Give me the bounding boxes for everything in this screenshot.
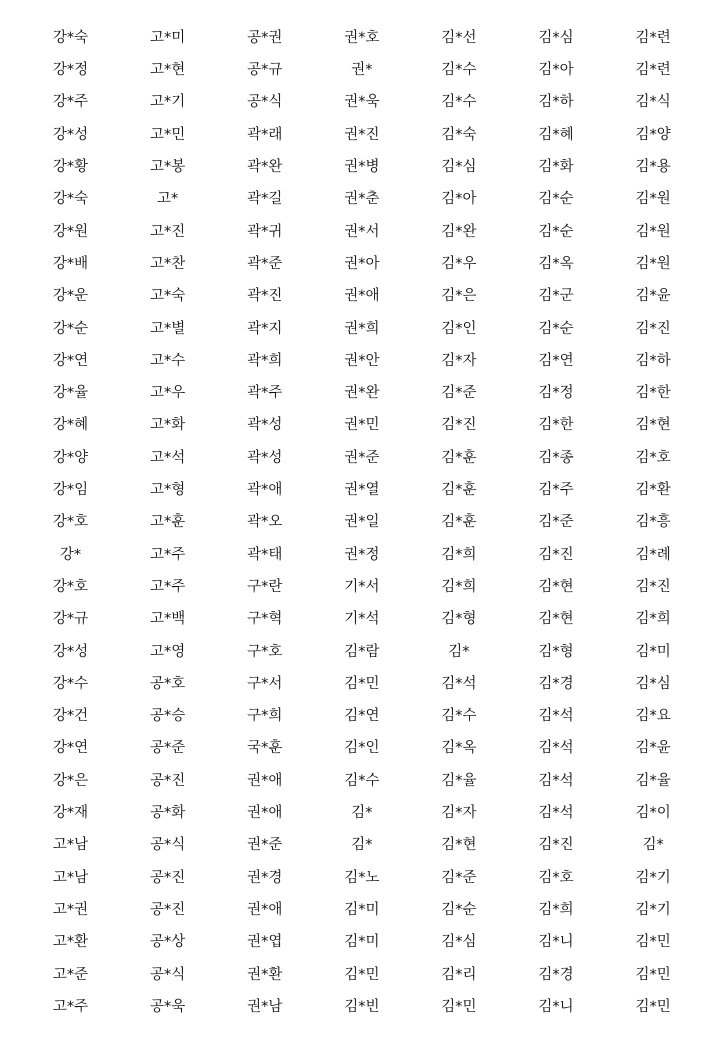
- name-cell: 김*민: [344, 966, 380, 983]
- name-row: [22, 410, 702, 442]
- name-cell: 권*희: [344, 320, 380, 337]
- name-cell: 김*율: [635, 772, 671, 789]
- name-cell: 김*순: [538, 320, 574, 337]
- name-cell: 김*석: [538, 772, 574, 789]
- name-cell: 공*호: [150, 675, 186, 692]
- name-cell: 김*진: [635, 578, 671, 595]
- name-cell: 곽*주: [247, 385, 283, 402]
- name-cell: 권*열: [344, 482, 380, 499]
- name-cell: 권*정: [344, 546, 380, 563]
- name-cell: 구*혁: [247, 611, 283, 628]
- name-cell: 김*훈: [441, 449, 477, 466]
- name-cell: 고*영: [150, 643, 186, 660]
- name-cell: 권*경: [247, 869, 283, 886]
- name-cell: 공*진: [150, 869, 186, 886]
- name-cell: 곽*성: [247, 417, 283, 434]
- name-cell: 김*한: [538, 417, 574, 434]
- name-cell: 김*흥: [635, 514, 671, 531]
- name-cell: 고*진: [150, 223, 186, 240]
- name-cell: 김*순: [538, 191, 574, 208]
- name-cell: 김*련: [635, 29, 671, 46]
- name-cell: 고*현: [150, 62, 186, 79]
- name-cell: 권*: [351, 62, 373, 79]
- name-cell: 김*인: [344, 740, 380, 757]
- name-cell: 김*민: [441, 998, 477, 1015]
- name-cell: 강*원: [52, 223, 89, 240]
- name-cell: 김*아: [441, 191, 477, 208]
- name-row: [22, 248, 702, 280]
- name-cell: 고*수: [150, 352, 186, 369]
- name-row: [22, 829, 702, 861]
- name-row: [22, 54, 702, 86]
- names-grid: [22, 22, 702, 1023]
- name-row: [22, 959, 702, 991]
- name-cell: 김*한: [635, 385, 671, 402]
- name-row: [22, 280, 702, 312]
- name-cell: 권*일: [344, 514, 380, 531]
- name-cell: 강*황: [52, 159, 89, 176]
- name-cell: 고*백: [150, 611, 186, 628]
- name-cell: 곽*귀: [247, 223, 283, 240]
- name-cell: 강*연: [52, 352, 89, 369]
- name-cell: 김*우: [441, 255, 477, 272]
- name-cell: 김*하: [538, 94, 574, 111]
- name-cell: 김*완: [441, 223, 477, 240]
- name-cell: 권*준: [344, 449, 380, 466]
- name-cell: 곽*완: [247, 159, 283, 176]
- name-cell: 곽*오: [247, 514, 283, 531]
- name-cell: 강*성: [52, 126, 89, 143]
- name-cell: 김*니: [538, 998, 574, 1015]
- name-cell: 김*현: [635, 417, 671, 434]
- name-row: [22, 636, 702, 668]
- name-cell: 고*환: [52, 934, 89, 951]
- name-row: [22, 539, 702, 571]
- name-cell: 김*미: [344, 901, 380, 918]
- name-cell: 권*서: [344, 223, 380, 240]
- name-cell: 고*주: [52, 998, 89, 1015]
- name-cell: 강*율: [52, 385, 89, 402]
- name-cell: 김*심: [635, 675, 671, 692]
- name-cell: 고*찬: [150, 255, 186, 272]
- name-cell: 김*경: [538, 675, 574, 692]
- name-cell: 김*심: [441, 934, 477, 951]
- name-cell: 권*호: [344, 29, 380, 46]
- name-cell: 고*주: [150, 578, 186, 595]
- name-cell: 김*심: [441, 159, 477, 176]
- name-cell: 김*혜: [538, 126, 574, 143]
- name-cell: 김*준: [441, 869, 477, 886]
- name-cell: 김*선: [441, 29, 477, 46]
- name-cell: 김*훈: [441, 482, 477, 499]
- name-cell: 권*춘: [344, 191, 380, 208]
- name-cell: 김*: [448, 643, 470, 660]
- name-cell: 강*건: [52, 708, 89, 725]
- name-cell: 김*현: [441, 837, 477, 854]
- name-cell: 공*식: [247, 94, 283, 111]
- name-cell: 김*니: [538, 934, 574, 951]
- name-cell: 김*민: [635, 934, 671, 951]
- name-cell: 권*준: [247, 837, 283, 854]
- name-cell: 김*례: [635, 546, 671, 563]
- name-cell: 강*양: [52, 449, 89, 466]
- name-cell: 김*자: [441, 805, 477, 822]
- name-cell: 공*규: [247, 62, 283, 79]
- name-cell: 고*봉: [150, 159, 186, 176]
- name-cell: 공*욱: [150, 998, 186, 1015]
- name-cell: 강*주: [52, 94, 89, 111]
- name-cell: 곽*진: [247, 288, 283, 305]
- name-cell: 김*기: [635, 869, 671, 886]
- name-cell: 김*숙: [441, 126, 477, 143]
- name-cell: 강*숙: [52, 29, 89, 46]
- name-cell: 고*형: [150, 482, 186, 499]
- name-row: [22, 571, 702, 603]
- name-cell: 권*애: [344, 288, 380, 305]
- name-cell: 김*옥: [538, 255, 574, 272]
- name-cell: 강*혜: [52, 417, 89, 434]
- name-cell: 고*남: [52, 837, 89, 854]
- name-cell: 강*은: [52, 772, 89, 789]
- name-cell: 김*진: [538, 837, 574, 854]
- name-cell: 김*람: [344, 643, 380, 660]
- name-cell: 권*애: [247, 805, 283, 822]
- name-cell: 김*순: [441, 901, 477, 918]
- name-cell: 김*석: [538, 708, 574, 725]
- name-cell: 고*미: [150, 29, 186, 46]
- name-cell: 김*현: [538, 578, 574, 595]
- name-cell: 구*서: [247, 675, 283, 692]
- name-cell: 김*연: [344, 708, 380, 725]
- name-cell: 공*권: [247, 29, 283, 46]
- name-cell: 김*미: [344, 934, 380, 951]
- name-cell: 김*희: [635, 611, 671, 628]
- name-cell: 김*율: [441, 772, 477, 789]
- name-row: [22, 151, 702, 183]
- name-cell: 김*수: [441, 94, 477, 111]
- name-cell: 김*윤: [635, 288, 671, 305]
- name-cell: 김*식: [635, 94, 671, 111]
- name-row: [22, 87, 702, 119]
- name-cell: 김*형: [538, 643, 574, 660]
- name-cell: 고*민: [150, 126, 186, 143]
- name-cell: 곽*지: [247, 320, 283, 337]
- name-cell: 권*민: [344, 417, 380, 434]
- name-cell: 권*남: [247, 998, 283, 1015]
- name-cell: 곽*준: [247, 255, 283, 272]
- name-cell: 고*권: [52, 901, 89, 918]
- name-row: [22, 862, 702, 894]
- name-row: [22, 765, 702, 797]
- name-cell: 고*숙: [150, 288, 186, 305]
- name-cell: 권*욱: [344, 94, 380, 111]
- name-cell: 김*석: [441, 675, 477, 692]
- name-cell: 김*준: [441, 385, 477, 402]
- name-cell: 김*희: [441, 546, 477, 563]
- name-cell: 김*옥: [441, 740, 477, 757]
- name-cell: 강*성: [52, 643, 89, 660]
- name-cell: 김*민: [635, 998, 671, 1015]
- name-cell: 강*: [59, 546, 82, 563]
- name-cell: 김*진: [538, 546, 574, 563]
- name-row: [22, 506, 702, 538]
- name-row: [22, 926, 702, 958]
- name-cell: 김*수: [344, 772, 380, 789]
- name-cell: 김*인: [441, 320, 477, 337]
- name-cell: 고*주: [150, 546, 186, 563]
- name-row: [22, 991, 702, 1023]
- name-cell: 김*원: [635, 223, 671, 240]
- name-row: [22, 345, 702, 377]
- name-cell: 공*준: [150, 740, 186, 757]
- name-cell: 김*경: [538, 966, 574, 983]
- name-cell: 고*별: [150, 320, 186, 337]
- name-cell: 공*화: [150, 805, 186, 822]
- name-cell: 공*승: [150, 708, 186, 725]
- name-cell: 김*석: [538, 805, 574, 822]
- name-cell: 권*환: [247, 966, 283, 983]
- name-cell: 김*연: [538, 352, 574, 369]
- name-cell: 곽*희: [247, 352, 283, 369]
- name-cell: 강*수: [52, 675, 89, 692]
- name-cell: 김*순: [538, 223, 574, 240]
- name-cell: 강*정: [52, 62, 89, 79]
- name-cell: 김*미: [635, 643, 671, 660]
- name-cell: 김*진: [635, 320, 671, 337]
- name-cell: 김*진: [441, 417, 477, 434]
- name-cell: 강*연: [52, 740, 89, 757]
- name-cell: 김*빈: [344, 998, 380, 1015]
- name-cell: 곽*성: [247, 449, 283, 466]
- name-cell: 고*남: [52, 869, 89, 886]
- name-cell: 강*배: [52, 255, 89, 272]
- name-cell: 김*: [642, 837, 664, 854]
- name-cell: 고*기: [150, 94, 186, 111]
- name-cell: 권*애: [247, 901, 283, 918]
- name-cell: 김*원: [635, 255, 671, 272]
- name-cell: 강*운: [52, 288, 89, 305]
- name-cell: 고*석: [150, 449, 186, 466]
- name-row: [22, 797, 702, 829]
- name-cell: 공*상: [150, 934, 186, 951]
- name-row: [22, 733, 702, 765]
- name-cell: 김*현: [538, 611, 574, 628]
- name-cell: 김*종: [538, 449, 574, 466]
- name-cell: 김*노: [344, 869, 380, 886]
- name-cell: 기*석: [344, 611, 380, 628]
- name-row: [22, 183, 702, 215]
- name-cell: 구*희: [247, 708, 283, 725]
- name-cell: 김*환: [635, 482, 671, 499]
- name-cell: 강*임: [52, 482, 89, 499]
- name-cell: 구*란: [247, 578, 283, 595]
- name-cell: 고*훈: [150, 514, 186, 531]
- name-cell: 강*순: [52, 320, 89, 337]
- name-cell: 김*희: [538, 901, 574, 918]
- name-cell: 김*화: [538, 159, 574, 176]
- name-cell: 김*이: [635, 805, 671, 822]
- name-row: [22, 474, 702, 506]
- name-cell: 강*호: [52, 514, 89, 531]
- name-cell: 김*수: [441, 708, 477, 725]
- name-cell: 곽*애: [247, 482, 283, 499]
- name-cell: 김*원: [635, 191, 671, 208]
- name-cell: 김*호: [635, 449, 671, 466]
- name-row: [22, 668, 702, 700]
- name-cell: 김*석: [538, 740, 574, 757]
- name-cell: 김*훈: [441, 514, 477, 531]
- name-cell: 김*희: [441, 578, 477, 595]
- name-cell: 김*수: [441, 62, 477, 79]
- name-cell: 권*진: [344, 126, 380, 143]
- name-row: [22, 377, 702, 409]
- name-cell: 공*식: [150, 966, 186, 983]
- name-row: [22, 119, 702, 151]
- name-cell: 김*아: [538, 62, 574, 79]
- name-cell: 권*엽: [247, 934, 283, 951]
- name-cell: 고*화: [150, 417, 186, 434]
- name-cell: 권*아: [344, 255, 380, 272]
- name-cell: 김*리: [441, 966, 477, 983]
- name-row: [22, 603, 702, 635]
- name-cell: 강*호: [52, 578, 89, 595]
- name-cell: 김*민: [635, 966, 671, 983]
- name-cell: 권*완: [344, 385, 380, 402]
- name-row: [22, 216, 702, 248]
- name-row: [22, 700, 702, 732]
- name-cell: 김*주: [538, 482, 574, 499]
- name-cell: 김*용: [635, 159, 671, 176]
- name-cell: 곽*태: [247, 546, 283, 563]
- name-cell: 김*기: [635, 901, 671, 918]
- name-cell: 곽*래: [247, 126, 283, 143]
- name-cell: 김*: [351, 805, 373, 822]
- name-cell: 고*: [157, 191, 179, 208]
- name-row: [22, 442, 702, 474]
- name-cell: 국*훈: [247, 740, 283, 757]
- name-cell: 구*호: [247, 643, 283, 660]
- name-cell: 김*준: [538, 514, 574, 531]
- name-cell: 김*: [351, 837, 373, 854]
- name-cell: 김*요: [635, 708, 671, 725]
- name-cell: 공*진: [150, 901, 186, 918]
- name-cell: 강*재: [52, 805, 89, 822]
- name-cell: 강*숙: [52, 191, 89, 208]
- name-cell: 김*호: [538, 869, 574, 886]
- name-cell: 권*병: [344, 159, 380, 176]
- name-cell: 김*은: [441, 288, 477, 305]
- name-cell: 김*형: [441, 611, 477, 628]
- name-cell: 김*양: [635, 126, 671, 143]
- name-cell: 김*민: [344, 675, 380, 692]
- name-cell: 권*안: [344, 352, 380, 369]
- name-row: [22, 313, 702, 345]
- name-cell: 김*하: [635, 352, 671, 369]
- name-cell: 고*준: [52, 966, 89, 983]
- name-cell: 공*진: [150, 772, 186, 789]
- name-cell: 김*군: [538, 288, 574, 305]
- name-row: [22, 894, 702, 926]
- name-row: [22, 22, 702, 54]
- name-cell: 곽*길: [247, 191, 283, 208]
- name-cell: 김*윤: [635, 740, 671, 757]
- name-cell: 강*규: [52, 611, 89, 628]
- name-cell: 김*정: [538, 385, 574, 402]
- name-cell: 공*식: [150, 837, 186, 854]
- name-cell: 김*련: [635, 62, 671, 79]
- name-cell: 기*서: [344, 578, 380, 595]
- name-cell: 권*애: [247, 772, 283, 789]
- name-cell: 김*심: [538, 29, 574, 46]
- name-cell: 김*자: [441, 352, 477, 369]
- name-cell: 고*우: [150, 385, 186, 402]
